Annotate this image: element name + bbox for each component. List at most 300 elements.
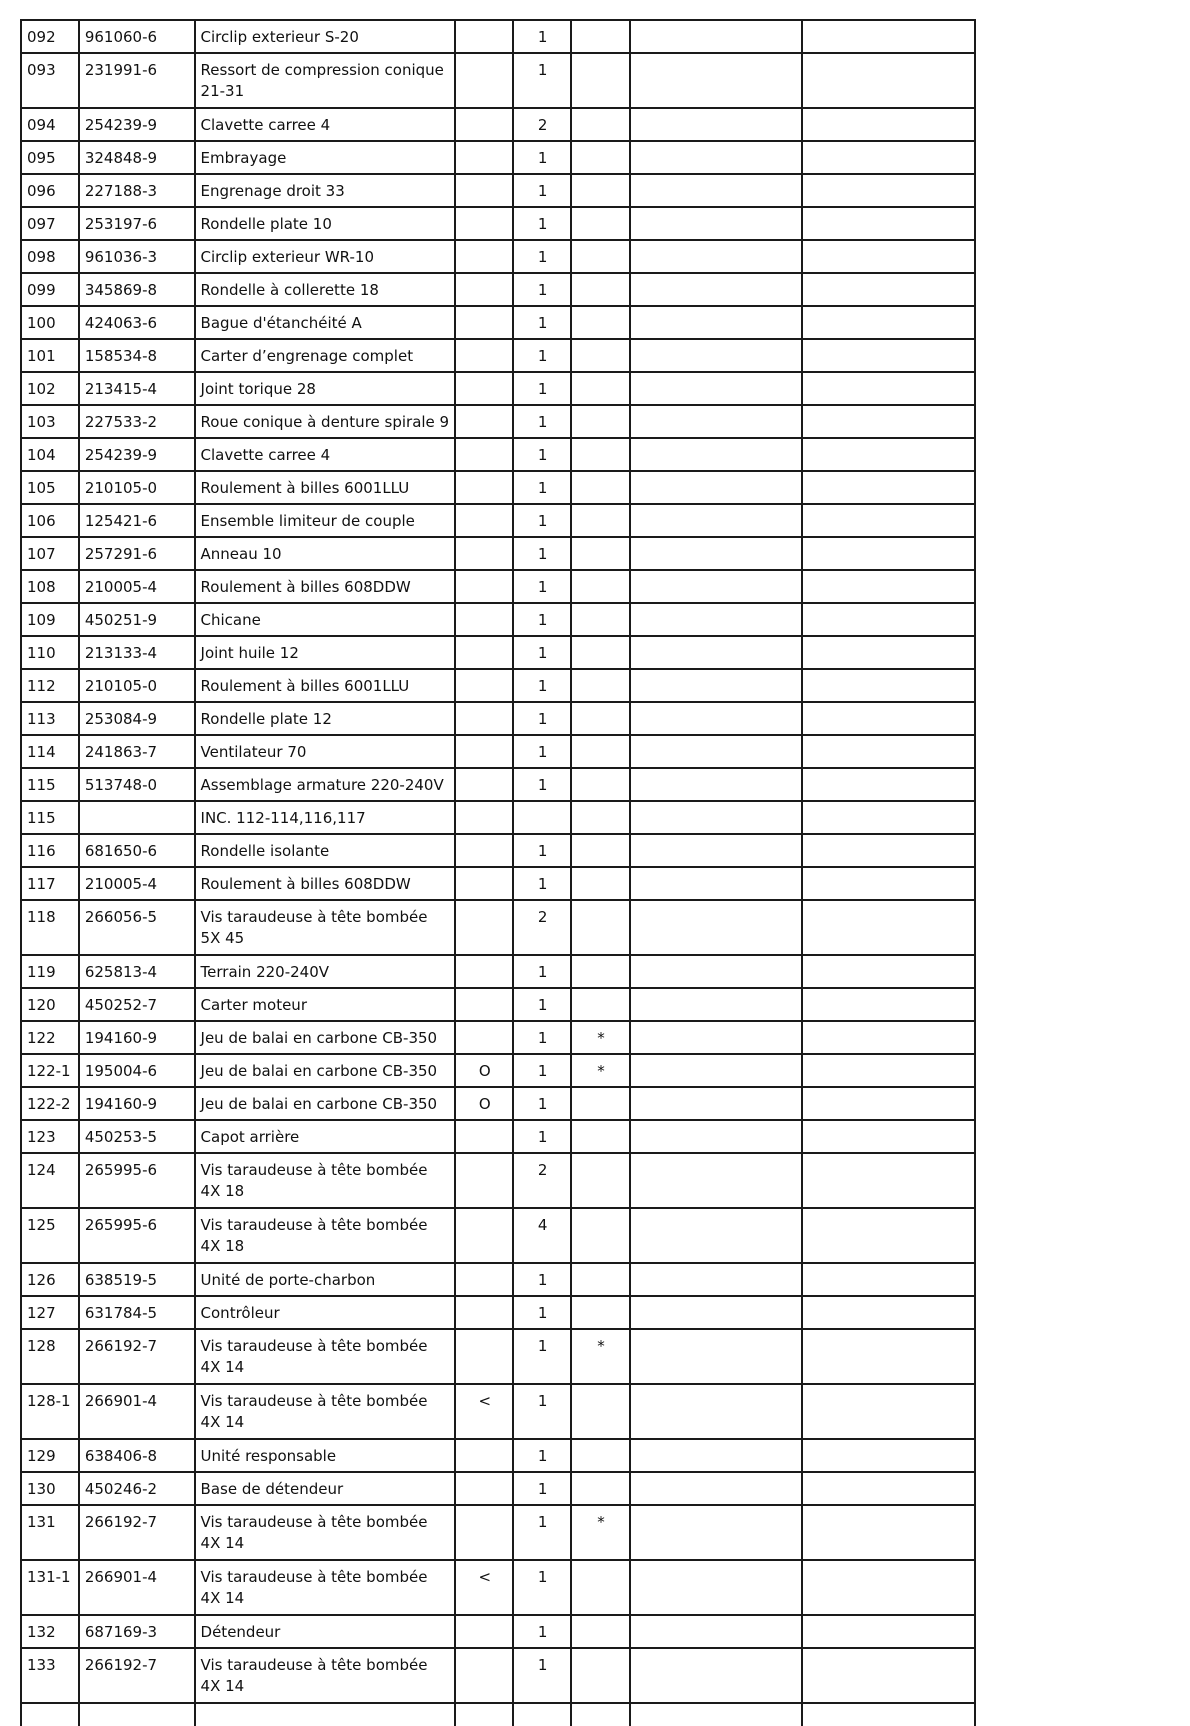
part-code-cell: 158534-8: [79, 339, 195, 372]
description-cell: Assemblage armature 220-240V: [195, 768, 456, 801]
quantity-cell: 1: [513, 1054, 571, 1087]
extra-cell-1: [630, 108, 803, 141]
extra-cell-1: [630, 339, 803, 372]
note-cell: *: [571, 1021, 630, 1054]
table-row: [21, 240, 975, 273]
parts-table-body: [21, 20, 975, 1726]
quantity-cell: 1: [513, 1296, 571, 1329]
extra-cell-1: [630, 768, 803, 801]
item-number-cell: 097: [21, 207, 79, 240]
description-cell: Vis taraudeuse à tête bombée 4X 14: [195, 1505, 456, 1560]
extra-cell-1: [630, 735, 803, 768]
flag-cell: [455, 240, 513, 273]
quantity-cell: 1: [513, 1087, 571, 1120]
note-cell: [571, 438, 630, 471]
flag-cell: [455, 141, 513, 174]
flag-cell: [455, 801, 513, 834]
extra-cell-2: [802, 53, 975, 108]
note-cell: [571, 240, 630, 273]
table-row: [21, 768, 975, 801]
extra-cell-2: [802, 20, 975, 53]
extra-cell-1: [630, 801, 803, 834]
empty-cell: [571, 1703, 630, 1726]
table-row: [21, 1054, 975, 1087]
table-row: [21, 1263, 975, 1296]
flag-cell: [455, 1329, 513, 1384]
flag-cell: [455, 1120, 513, 1153]
flag-cell: [455, 53, 513, 108]
table-row: [21, 141, 975, 174]
extra-cell-1: [630, 1153, 803, 1208]
flag-cell: [455, 471, 513, 504]
quantity-cell: 4: [513, 1208, 571, 1263]
note-cell: [571, 306, 630, 339]
table-row: [21, 1087, 975, 1120]
flag-cell: [455, 207, 513, 240]
table-row: [21, 1560, 975, 1615]
table-row: [21, 306, 975, 339]
quantity-cell: 1: [513, 471, 571, 504]
part-code-cell: 631784-5: [79, 1296, 195, 1329]
note-cell: [571, 1615, 630, 1648]
empty-cell: [79, 1703, 195, 1726]
extra-cell-2: [802, 636, 975, 669]
flag-cell: [455, 1021, 513, 1054]
flag-cell: [455, 405, 513, 438]
item-number-cell: 127: [21, 1296, 79, 1329]
part-code-cell: 231991-6: [79, 53, 195, 108]
note-cell: [571, 1263, 630, 1296]
part-code-cell: 681650-6: [79, 834, 195, 867]
extra-cell-1: [630, 570, 803, 603]
note-cell: [571, 141, 630, 174]
note-cell: [571, 53, 630, 108]
note-cell: [571, 504, 630, 537]
description-cell: Roue conique à denture spirale 9: [195, 405, 456, 438]
part-code-cell: 266901-4: [79, 1560, 195, 1615]
table-row: [21, 438, 975, 471]
extra-cell-2: [802, 372, 975, 405]
description-cell: Roulement à billes 6001LLU: [195, 471, 456, 504]
extra-cell-2: [802, 669, 975, 702]
note-cell: [571, 735, 630, 768]
part-code-cell: 194160-9: [79, 1021, 195, 1054]
description-cell: Bague d'étanchéité A: [195, 306, 456, 339]
note-cell: [571, 1439, 630, 1472]
flag-cell: [455, 955, 513, 988]
part-code-cell: 266056-5: [79, 900, 195, 955]
part-code-cell: 450251-9: [79, 603, 195, 636]
description-cell: Carter moteur: [195, 988, 456, 1021]
description-cell: Joint huile 12: [195, 636, 456, 669]
description-cell: Ensemble limiteur de couple: [195, 504, 456, 537]
part-code-cell: 265995-6: [79, 1153, 195, 1208]
description-cell: Rondelle isolante: [195, 834, 456, 867]
extra-cell-1: [630, 834, 803, 867]
flag-cell: [455, 1263, 513, 1296]
quantity-cell: 1: [513, 955, 571, 988]
note-cell: [571, 636, 630, 669]
table-row: [21, 1472, 975, 1505]
part-code-cell: 513748-0: [79, 768, 195, 801]
note-cell: [571, 1120, 630, 1153]
quantity-cell: 1: [513, 834, 571, 867]
quantity-cell: 1: [513, 537, 571, 570]
extra-cell-2: [802, 504, 975, 537]
item-number-cell: 100: [21, 306, 79, 339]
empty-cell: [195, 1703, 456, 1726]
description-cell: Roulement à billes 6001LLU: [195, 669, 456, 702]
flag-cell: [455, 273, 513, 306]
extra-cell-1: [630, 955, 803, 988]
note-cell: [571, 669, 630, 702]
quantity-cell: 1: [513, 141, 571, 174]
table-row: [21, 669, 975, 702]
quantity-cell: 1: [513, 240, 571, 273]
quantity-cell: 1: [513, 735, 571, 768]
note-cell: [571, 537, 630, 570]
part-code-cell: 253084-9: [79, 702, 195, 735]
note-cell: [571, 1153, 630, 1208]
item-number-cell: 128: [21, 1329, 79, 1384]
extra-cell-2: [802, 1021, 975, 1054]
part-code-cell: 213415-4: [79, 372, 195, 405]
note-cell: [571, 339, 630, 372]
table-row: [21, 1153, 975, 1208]
description-cell: Rondelle plate 10: [195, 207, 456, 240]
part-code-cell: 638406-8: [79, 1439, 195, 1472]
description-cell: Unité responsable: [195, 1439, 456, 1472]
quantity-cell: 1: [513, 53, 571, 108]
extra-cell-1: [630, 1208, 803, 1263]
item-number-cell: 113: [21, 702, 79, 735]
quantity-cell: 2: [513, 900, 571, 955]
description-cell: Jeu de balai en carbone CB-350: [195, 1021, 456, 1054]
description-cell: Embrayage: [195, 141, 456, 174]
table-row: [21, 834, 975, 867]
extra-cell-2: [802, 273, 975, 306]
description-cell: Anneau 10: [195, 537, 456, 570]
note-cell: [571, 207, 630, 240]
note-cell: [571, 867, 630, 900]
item-number-cell: 133: [21, 1648, 79, 1703]
quantity-cell: [513, 801, 571, 834]
extra-cell-1: [630, 867, 803, 900]
part-code-cell: 194160-9: [79, 1087, 195, 1120]
note-cell: *: [571, 1505, 630, 1560]
part-code-cell: 345869-8: [79, 273, 195, 306]
extra-cell-1: [630, 504, 803, 537]
flag-cell: [455, 1648, 513, 1703]
extra-cell-1: [630, 240, 803, 273]
extra-cell-2: [802, 141, 975, 174]
extra-cell-2: [802, 1560, 975, 1615]
flag-cell: O: [455, 1054, 513, 1087]
item-number-cell: 123: [21, 1120, 79, 1153]
extra-cell-2: [802, 1263, 975, 1296]
item-number-cell: 116: [21, 834, 79, 867]
item-number-cell: 102: [21, 372, 79, 405]
item-number-cell: 114: [21, 735, 79, 768]
extra-cell-1: [630, 273, 803, 306]
extra-cell-2: [802, 988, 975, 1021]
extra-cell-2: [802, 900, 975, 955]
flag-cell: [455, 669, 513, 702]
description-cell: Circlip exterieur WR-10: [195, 240, 456, 273]
description-cell: Engrenage droit 33: [195, 174, 456, 207]
description-cell: Vis taraudeuse à tête bombée 4X 18: [195, 1153, 456, 1208]
part-code-cell: 213133-4: [79, 636, 195, 669]
quantity-cell: 1: [513, 306, 571, 339]
note-cell: [571, 1087, 630, 1120]
extra-cell-2: [802, 471, 975, 504]
item-number-cell: 125: [21, 1208, 79, 1263]
description-cell: Unité de porte-charbon: [195, 1263, 456, 1296]
part-code-cell: 254239-9: [79, 438, 195, 471]
extra-cell-2: [802, 735, 975, 768]
table-row: [21, 174, 975, 207]
item-number-cell: 131: [21, 1505, 79, 1560]
part-code-cell: 961060-6: [79, 20, 195, 53]
item-number-cell: 112: [21, 669, 79, 702]
extra-cell-1: [630, 988, 803, 1021]
flag-cell: [455, 603, 513, 636]
extra-cell-2: [802, 240, 975, 273]
flag-cell: [455, 438, 513, 471]
extra-cell-2: [802, 867, 975, 900]
extra-cell-2: [802, 339, 975, 372]
extra-cell-2: [802, 1439, 975, 1472]
extra-cell-2: [802, 834, 975, 867]
extra-cell-2: [802, 1208, 975, 1263]
part-code-cell: 638519-5: [79, 1263, 195, 1296]
part-code-cell: 265995-6: [79, 1208, 195, 1263]
description-cell: Vis taraudeuse à tête bombée 4X 14: [195, 1384, 456, 1439]
extra-cell-2: [802, 702, 975, 735]
part-code-cell: [79, 801, 195, 834]
note-cell: [571, 603, 630, 636]
empty-cell: [630, 1703, 803, 1726]
item-number-cell: 095: [21, 141, 79, 174]
extra-cell-1: [630, 372, 803, 405]
table-row: [21, 735, 975, 768]
quantity-cell: 1: [513, 603, 571, 636]
part-code-cell: 687169-3: [79, 1615, 195, 1648]
quantity-cell: 1: [513, 1648, 571, 1703]
table-row: [21, 1384, 975, 1439]
description-cell: Jeu de balai en carbone CB-350: [195, 1087, 456, 1120]
quantity-cell: 1: [513, 570, 571, 603]
extra-cell-1: [630, 1120, 803, 1153]
table-row: [21, 900, 975, 955]
extra-cell-1: [630, 1087, 803, 1120]
extra-cell-1: [630, 1615, 803, 1648]
extra-cell-1: [630, 174, 803, 207]
extra-cell-2: [802, 537, 975, 570]
item-number-cell: 109: [21, 603, 79, 636]
extra-cell-2: [802, 603, 975, 636]
table-row: [21, 1329, 975, 1384]
item-number-cell: 115: [21, 801, 79, 834]
flag-cell: [455, 537, 513, 570]
table-row: [21, 636, 975, 669]
flag-cell: [455, 1208, 513, 1263]
note-cell: [571, 955, 630, 988]
extra-cell-2: [802, 1054, 975, 1087]
extra-cell-2: [802, 108, 975, 141]
description-cell: Vis taraudeuse à tête bombée 4X 14: [195, 1560, 456, 1615]
part-code-cell: 210105-0: [79, 471, 195, 504]
item-number-cell: 132: [21, 1615, 79, 1648]
note-cell: [571, 20, 630, 53]
quantity-cell: 1: [513, 768, 571, 801]
extra-cell-2: [802, 955, 975, 988]
part-code-cell: 324848-9: [79, 141, 195, 174]
item-number-cell: 106: [21, 504, 79, 537]
description-cell: Carter d’engrenage complet: [195, 339, 456, 372]
part-code-cell: 450253-5: [79, 1120, 195, 1153]
extra-cell-2: [802, 1648, 975, 1703]
quantity-cell: 1: [513, 438, 571, 471]
note-cell: [571, 1648, 630, 1703]
flag-cell: [455, 636, 513, 669]
flag-cell: [455, 1296, 513, 1329]
part-code-cell: 210005-4: [79, 867, 195, 900]
part-code-cell: 195004-6: [79, 1054, 195, 1087]
item-number-cell: 108: [21, 570, 79, 603]
extra-cell-2: [802, 207, 975, 240]
table-row: [21, 702, 975, 735]
part-code-cell: 266192-7: [79, 1648, 195, 1703]
quantity-cell: 1: [513, 372, 571, 405]
extra-cell-2: [802, 1472, 975, 1505]
item-number-cell: 122: [21, 1021, 79, 1054]
table-row: [21, 20, 975, 53]
flag-cell: O: [455, 1087, 513, 1120]
table-row: [21, 988, 975, 1021]
quantity-cell: 1: [513, 669, 571, 702]
quantity-cell: 1: [513, 1505, 571, 1560]
note-cell: [571, 801, 630, 834]
item-number-cell: 103: [21, 405, 79, 438]
item-number-cell: 096: [21, 174, 79, 207]
empty-cell: [802, 1703, 975, 1726]
extra-cell-2: [802, 1087, 975, 1120]
table-row: [21, 405, 975, 438]
item-number-cell: 124: [21, 1153, 79, 1208]
table-row: [21, 537, 975, 570]
quantity-cell: 1: [513, 1439, 571, 1472]
note-cell: [571, 1472, 630, 1505]
item-number-cell: 130: [21, 1472, 79, 1505]
description-cell: Rondelle plate 12: [195, 702, 456, 735]
item-number-cell: 126: [21, 1263, 79, 1296]
flag-cell: [455, 1505, 513, 1560]
quantity-cell: 1: [513, 1263, 571, 1296]
part-code-cell: 227188-3: [79, 174, 195, 207]
table-row: [21, 504, 975, 537]
extra-cell-2: [802, 801, 975, 834]
flag-cell: [455, 988, 513, 1021]
part-code-cell: 266192-7: [79, 1329, 195, 1384]
quantity-cell: 1: [513, 273, 571, 306]
table-row: [21, 207, 975, 240]
extra-cell-1: [630, 1263, 803, 1296]
item-number-cell: 122-2: [21, 1087, 79, 1120]
extra-cell-1: [630, 669, 803, 702]
note-cell: *: [571, 1329, 630, 1384]
extra-cell-1: [630, 207, 803, 240]
extra-cell-1: [630, 1560, 803, 1615]
description-cell: Détendeur: [195, 1615, 456, 1648]
part-code-cell: 266901-4: [79, 1384, 195, 1439]
item-number-cell: 120: [21, 988, 79, 1021]
part-code-cell: 210005-4: [79, 570, 195, 603]
table-row: [21, 1648, 975, 1703]
note-cell: [571, 1560, 630, 1615]
note-cell: [571, 768, 630, 801]
description-cell: Joint torique 28: [195, 372, 456, 405]
part-code-cell: 227533-2: [79, 405, 195, 438]
quantity-cell: 2: [513, 1153, 571, 1208]
quantity-cell: 1: [513, 988, 571, 1021]
description-cell: Capot arrière: [195, 1120, 456, 1153]
flag-cell: [455, 768, 513, 801]
quantity-cell: 2: [513, 108, 571, 141]
table-row: [21, 570, 975, 603]
empty-cell: [513, 1703, 571, 1726]
flag-cell: [455, 1153, 513, 1208]
extra-cell-1: [630, 1472, 803, 1505]
note-cell: [571, 900, 630, 955]
note-cell: [571, 174, 630, 207]
part-code-cell: 450246-2: [79, 1472, 195, 1505]
table-row: [21, 603, 975, 636]
extra-cell-1: [630, 141, 803, 174]
note-cell: [571, 834, 630, 867]
description-cell: Rondelle à collerette 18: [195, 273, 456, 306]
extra-cell-1: [630, 438, 803, 471]
flag-cell: [455, 504, 513, 537]
description-cell: Roulement à billes 608DDW: [195, 867, 456, 900]
note-cell: [571, 471, 630, 504]
description-cell: Roulement à billes 608DDW: [195, 570, 456, 603]
table-row: [21, 108, 975, 141]
description-cell: Base de détendeur: [195, 1472, 456, 1505]
table-row: [21, 1505, 975, 1560]
quantity-cell: 1: [513, 339, 571, 372]
part-code-cell: 266192-7: [79, 1505, 195, 1560]
extra-cell-1: [630, 53, 803, 108]
extra-cell-1: [630, 1054, 803, 1087]
part-code-cell: 625813-4: [79, 955, 195, 988]
note-cell: [571, 702, 630, 735]
extra-cell-2: [802, 438, 975, 471]
flag-cell: [455, 867, 513, 900]
part-code-cell: 125421-6: [79, 504, 195, 537]
item-number-cell: 110: [21, 636, 79, 669]
description-cell: Terrain 220-240V: [195, 955, 456, 988]
note-cell: [571, 1296, 630, 1329]
quantity-cell: 1: [513, 20, 571, 53]
extra-cell-2: [802, 768, 975, 801]
quantity-cell: 1: [513, 1021, 571, 1054]
flag-cell: [455, 570, 513, 603]
quantity-cell: 1: [513, 504, 571, 537]
note-cell: [571, 1208, 630, 1263]
flag-cell: [455, 372, 513, 405]
extra-cell-1: [630, 20, 803, 53]
